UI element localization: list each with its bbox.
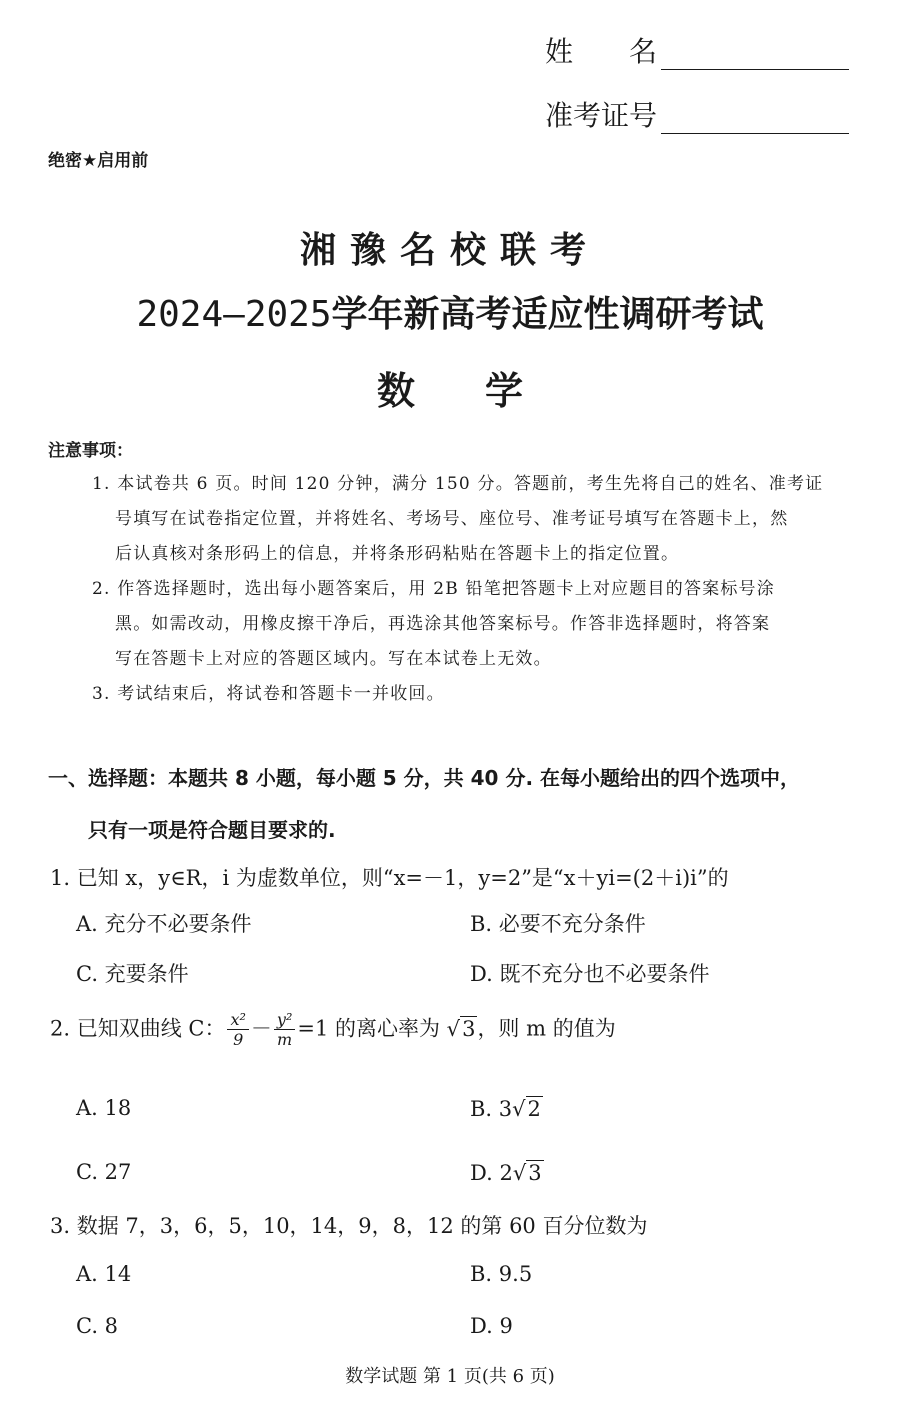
q2-option-b[interactable]	[470, 1096, 543, 1121]
notice-line: 黑。如需改动，用橡皮擦干净后，再选涂其他答案标号。作答非选择题时，将答案	[115, 614, 771, 634]
q2-option-d-radicand: 3	[528, 1161, 542, 1185]
q3-option-c[interactable]: C. 8	[76, 1314, 119, 1338]
q2-option-d-prefix: D. 2	[470, 1161, 513, 1185]
q3-option-b[interactable]: B. 9.5	[470, 1262, 533, 1286]
exam-title-line2	[0, 286, 900, 337]
notice-line: 1. 本试卷共 6 页。时间 120 分钟，满分 150 分。答题前，考生先将自己的姓名、准考证	[92, 474, 824, 494]
q2-frac2-numerator: y²	[274, 1012, 295, 1030]
section-heading-cont: 只有一项是符合题目要求的.	[88, 818, 336, 842]
q3-option-d[interactable]: D. 9	[470, 1314, 513, 1338]
q2-option-d[interactable]	[470, 1160, 544, 1185]
notice-line: 3. 考试结束后，将试卷和答题卡一并收回。	[92, 684, 445, 704]
q1-option-c[interactable]: C. 充要条件	[76, 962, 189, 986]
id-field	[545, 94, 849, 134]
page-footer: 数学试题 第 1 页(共 6 页)	[345, 1366, 555, 1387]
q2-option-b-prefix: B. 3	[470, 1097, 513, 1121]
question-3-stem: 3. 数据 7，3，6，5，10，14，9，8，12 的第 60 百分位数为	[50, 1214, 648, 1238]
q2-fraction-y	[274, 1012, 295, 1048]
q2-option-d-sqrt: √3	[512, 1161, 542, 1185]
id-blank[interactable]	[661, 132, 849, 134]
q2-minus: －	[250, 1016, 272, 1041]
q1-option-a[interactable]: A. 充分不必要条件	[76, 912, 252, 936]
question-2-stem	[50, 1012, 616, 1048]
exam-title-line1: 湘豫名校联考	[299, 230, 600, 271]
q2-prefix: 2. 已知双曲线 C：	[50, 1016, 226, 1041]
notice-line: 后认真核对条形码上的信息，并将条形码粘贴在答题卡上的指定位置。	[115, 544, 680, 564]
q2-frac1-numerator: x²	[227, 1012, 248, 1030]
q3-option-a[interactable]: A. 14	[76, 1262, 132, 1286]
q1-option-d[interactable]: D. 既不充分也不必要条件	[470, 962, 710, 986]
notice-line: 写在答题卡上对应的答题区域内。写在本试卷上无效。	[115, 649, 552, 669]
q2-option-a[interactable]: A. 18	[76, 1096, 132, 1120]
q2-suffix-b: ，则 m 的值为	[477, 1016, 616, 1041]
q2-suffix-a: =1 的离心率为	[297, 1016, 447, 1041]
q2-option-c[interactable]: C. 27	[76, 1160, 132, 1184]
name-label: 姓 名	[545, 35, 658, 68]
q2-frac2-denominator: m	[277, 1030, 293, 1049]
notice-line: 2. 作答选择题时，选出每小题答案后，用 2B 铅笔把答题卡上对应题目的答案标号涂	[92, 579, 775, 599]
exam-title-text: 学年新高考适应性调研考试	[331, 294, 764, 335]
q2-option-b-radicand: 2	[527, 1097, 541, 1121]
q1-option-b[interactable]: B. 必要不充分条件	[470, 912, 646, 936]
subject-title: 数学	[376, 369, 593, 413]
q2-fraction-x	[227, 1012, 248, 1048]
q2-sqrt: √3	[446, 1016, 476, 1041]
id-label: 准考证号	[545, 99, 658, 132]
notice-title: 注意事项：	[48, 441, 133, 461]
exam-year: 2024—2025	[136, 294, 332, 335]
section-heading: 一、选择题：本题共 8 小题，每小题 5 分，共 40 分. 在每小题给出的四个选项中，	[48, 766, 801, 790]
q2-option-b-sqrt: √2	[512, 1097, 541, 1121]
secret-mark: 绝密★启用前	[48, 151, 149, 171]
question-1-stem: 1. 已知 x，y∈R，i 为虚数单位，则“x=－1，y=2”是“x＋yi=(2＋i)i”的	[50, 866, 729, 890]
name-field	[545, 30, 849, 70]
name-blank[interactable]	[661, 68, 849, 70]
q2-frac1-denominator: 9	[233, 1030, 244, 1049]
q2-sqrt-radicand: 3	[462, 1016, 476, 1041]
notice-line: 号填写在试卷指定位置，并将姓名、考场号、座位号、准考证号填写在答题卡上，然	[115, 509, 789, 529]
